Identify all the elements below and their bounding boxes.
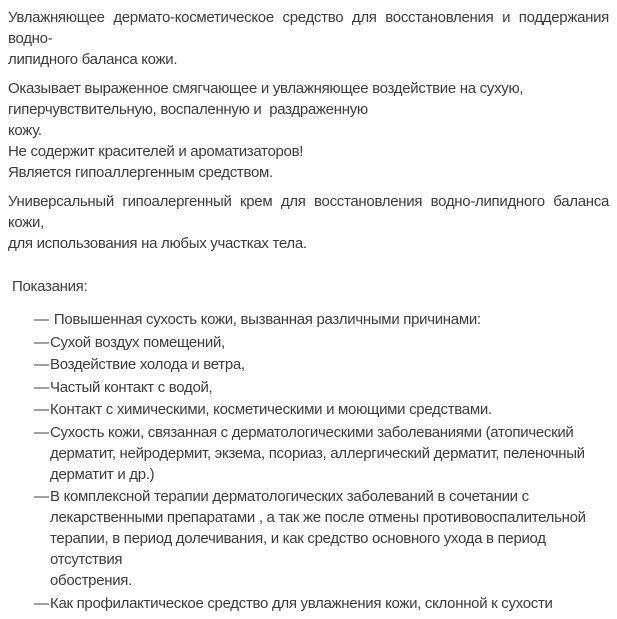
- list-item-text: Воздействие холода и ветра,: [50, 356, 245, 373]
- dash-marker: —: [34, 356, 49, 373]
- indications-list: [8, 309, 609, 614]
- list-item-cold-wind: [34, 354, 609, 375]
- list-item-preventive-care: [34, 593, 609, 614]
- list-item-text: Контакт с химическими, косметическими и моющими средствами.: [50, 401, 492, 418]
- list-item-text: Как профилактическое средство для увлажнения кожи, склонной к сухости: [50, 594, 553, 612]
- dash-marker: —: [34, 311, 49, 328]
- list-item-dermatological-diseases: [34, 422, 609, 485]
- paragraph-effect: Оказывает выраженное смягчающее и увлажняющее воздействие на сухую, гиперчувствительную, воспаленную и раздраженную кожу.: [8, 80, 524, 139]
- paragraph-no-dyes: Не содержит красителей и ароматизаторов! Является гипоаллергенным средством.: [8, 143, 304, 181]
- dash-marker: —: [34, 378, 49, 396]
- list-item-text: Повышенная сухость кожи, вызванная различными причинами:: [50, 311, 481, 328]
- list-item-complex-therapy: [34, 486, 609, 591]
- list-item-water-contact: [34, 377, 609, 398]
- list-item-chemicals-contact: [34, 399, 609, 420]
- dash-marker: —: [34, 594, 49, 612]
- list-item-dry-indoor-air: [34, 332, 609, 353]
- paragraph-intro: Увлажняющее дермато-косметическое средство для восстановления и поддержания водно- липидного баланса кожи.: [8, 9, 613, 68]
- list-item-dry-skin-causes: [34, 309, 609, 330]
- dash-marker: —: [34, 423, 49, 441]
- list-item-text: Сухость кожи, связанная с дерматологическими заболеваниями (атопический дерматит, нейродермит, экзема, псориаз, аллергический дерматит, пеленочный дерматит и др.): [50, 423, 585, 483]
- dash-marker: —: [34, 488, 49, 505]
- paragraph-universal-cream: Универсальный гипоалергенный крем для восстановления водно-липидного баланса кожи, для использования на любых участках тела.: [8, 193, 613, 252]
- list-item-text: Сухой воздух помещений,: [50, 333, 225, 351]
- indications-heading: Показания:: [12, 278, 88, 295]
- list-item-text: Частый контакт с водой,: [50, 378, 213, 396]
- list-item-text: В комплексной терапии дерматологических заболеваний в сочетании с лекарственными препаратами , а так же после отмены противовоспалительной терапии, в период долечивания, и как средство основного ухода в период отсутствия обострения.: [50, 488, 586, 589]
- dash-marker: —: [34, 333, 49, 351]
- dash-marker: —: [34, 401, 49, 418]
